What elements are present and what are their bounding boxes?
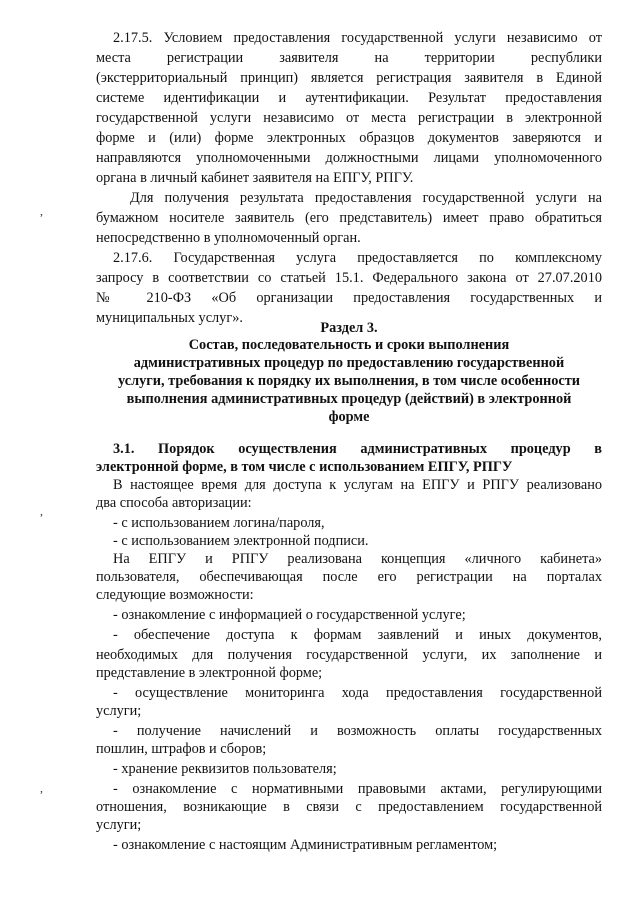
margin-mark: , <box>40 504 43 518</box>
section-number: Раздел 3. <box>320 320 378 336</box>
paragraph-line: форме и (или) форме электронных образцов документов заверяются и <box>96 130 602 146</box>
section-title-line: административных процедур по предоставлению государственной <box>133 355 565 371</box>
paragraph-line: муниципальных услуг». <box>96 310 243 326</box>
paragraph-line: 2.17.6. Государственная услуга предоставляется по комплексному <box>113 250 602 266</box>
paragraph-line: № 210-ФЗ «Об организации предоставления государственных и <box>96 290 602 306</box>
list-item: - ознакомление с информацией о государственной услуге; <box>113 607 466 623</box>
paragraph-line: На ЕПГУ и РПГУ реализована концепция «личного кабинета» <box>113 551 602 567</box>
section-title-line: форме <box>328 409 370 425</box>
list-item-continuation: услуги; <box>96 817 142 833</box>
subsection-heading-line: 3.1. Порядок осуществления административных процедур в <box>113 441 602 457</box>
paragraph-line: направляются уполномоченными должностными лицами уполномоченного <box>96 150 602 166</box>
list-item: - ознакомление с настоящим Административным регламентом; <box>113 837 498 853</box>
list-item-continuation: представление в электронной форме; <box>96 665 323 681</box>
paragraph-line: пользователя, обеспечивающая после его регистрации на порталах <box>96 569 602 585</box>
list-item: - с использованием логина/пароля, <box>113 515 325 531</box>
list-item-continuation: услуги; <box>96 703 142 719</box>
paragraph-line: В настоящее время для доступа к услугам на ЕПГУ и РПГУ реализовано <box>113 477 602 493</box>
paragraph-line: два способа авторизации: <box>96 495 252 511</box>
paragraph-line: непосредственно в уполномоченный орган. <box>96 230 361 246</box>
paragraph-line: бумажном носителе заявитель (его представитель) имеет право обратиться <box>96 210 602 226</box>
list-item-continuation: необходимых для получения государственной услуги, их заполнение и <box>96 647 602 663</box>
paragraph-line: государственной услуги независимо от места регистрации в электронной <box>96 110 602 126</box>
list-item: - обеспечение доступа к формам заявлений и иных документов, <box>113 627 602 643</box>
paragraph-line: запросу в соответствии со статьей 15.1. Федерального закона от 27.07.2010 <box>96 270 602 286</box>
paragraph-line: места регистрации заявителя на территории республики <box>96 50 602 66</box>
list-item: - осуществление мониторинга хода предоставления государственной <box>113 685 602 701</box>
paragraph-line: системе идентификации и аутентификации. Результат предоставления <box>96 90 602 106</box>
paragraph-line: органа в личный кабинет заявителя на ЕПГУ, РПГУ. <box>96 170 414 186</box>
paragraph-line: (экстерриториальный принцип) является регистрация заявителя в Единой <box>96 70 602 86</box>
list-item-continuation: пошлин, штрафов и сборов; <box>96 741 267 757</box>
margin-mark: , <box>40 204 43 218</box>
list-item: - ознакомление с нормативными правовыми актами, регулирующими <box>113 781 602 797</box>
section-title-line: услуги, требования к порядку их выполнения, в том числе особенности <box>118 373 580 389</box>
paragraph-line: Для получения результата предоставления государственной услуги на <box>130 190 602 206</box>
section-title-line: Состав, последовательность и сроки выполнения <box>188 337 510 353</box>
list-item: - получение начислений и возможность оплаты государственных <box>113 723 602 739</box>
section-title-line: выполнения административных процедур (действий) в электронной <box>126 391 572 407</box>
paragraph-line: 2.17.5. Условием предоставления государственной услуги независимо от <box>113 30 602 46</box>
list-item: - с использованием электронной подписи. <box>113 533 369 549</box>
margin-mark: , <box>40 781 43 795</box>
list-item: - хранение реквизитов пользователя; <box>113 761 337 777</box>
subsection-heading-line: электронной форме, в том числе с использованием ЕПГУ, РПГУ <box>96 459 513 475</box>
list-item-continuation: отношения, возникающие в связи с предоставлением государственной <box>96 799 602 815</box>
paragraph-line: следующие возможности: <box>96 587 254 603</box>
